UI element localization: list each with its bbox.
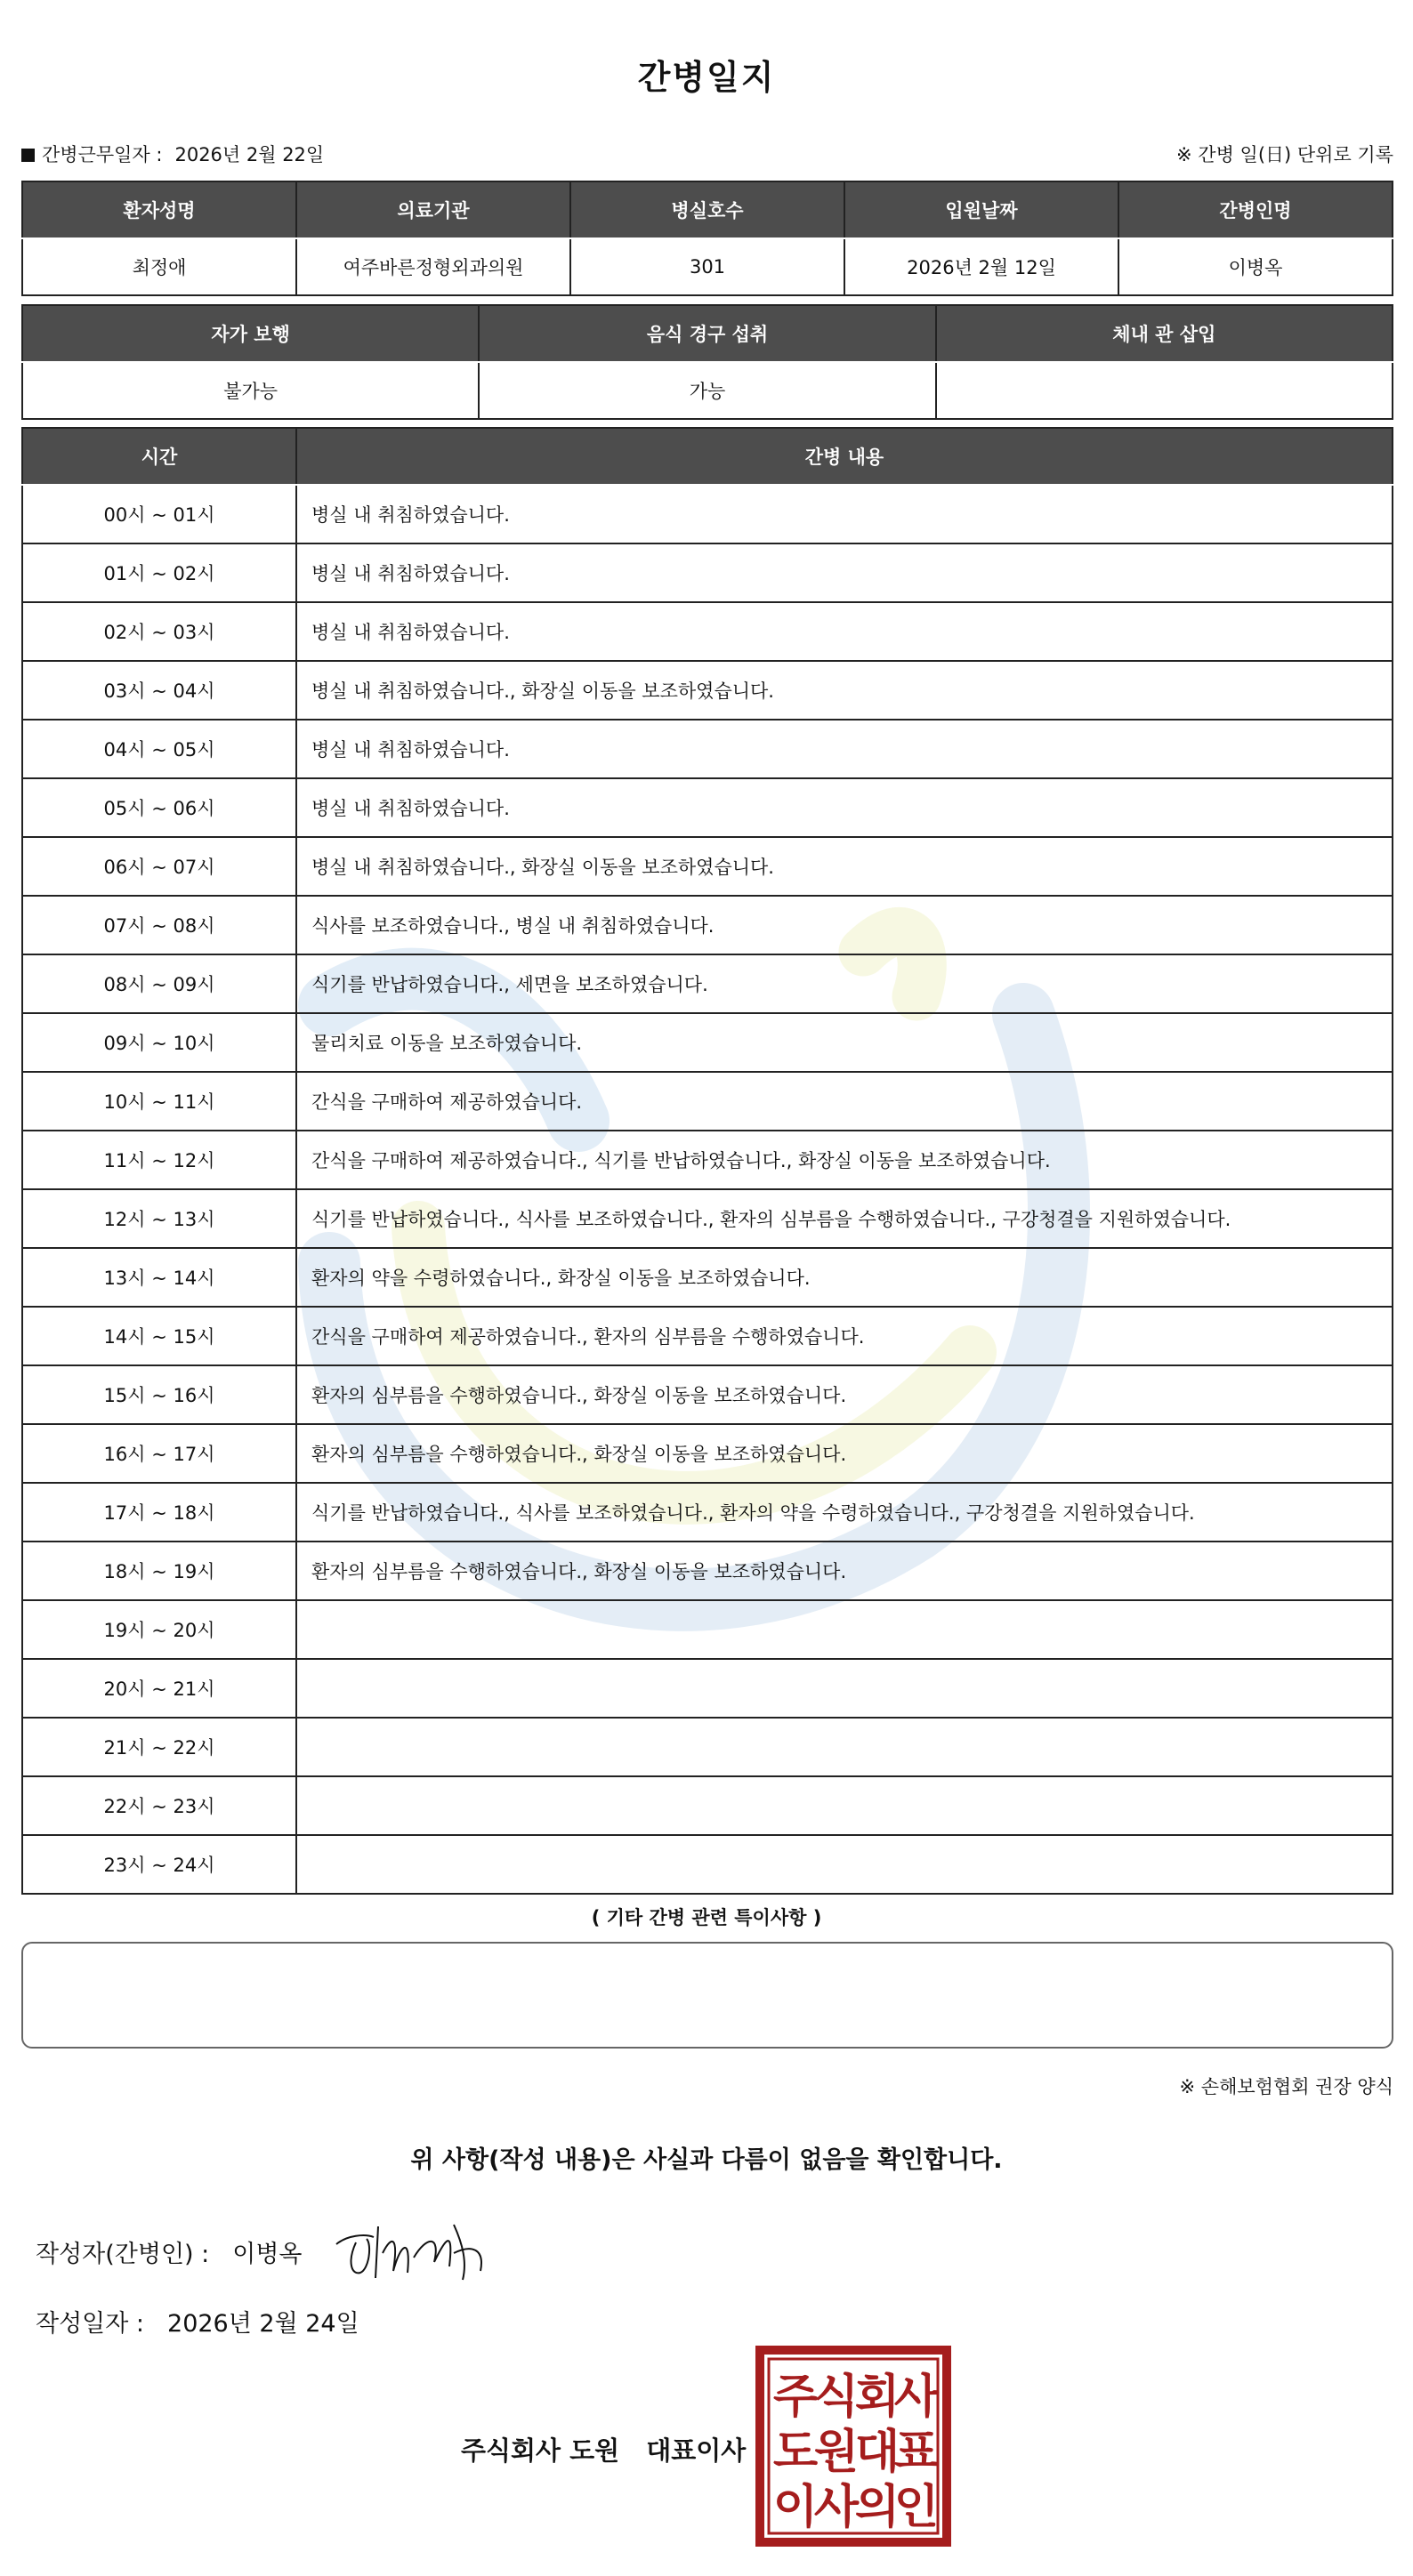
- content-cell: 병실 내 취침하였습니다., 화장실 이동을 보조하였습니다.: [296, 661, 1393, 720]
- notes-heading: ( 기타 간병 관련 특이사항 ): [591, 1907, 822, 1928]
- content-cell: 환자의 심부름을 수행하였습니다., 화장실 이동을 보조하였습니다.: [296, 1365, 1393, 1424]
- time-cell: 15시 ~ 16시: [22, 1365, 296, 1424]
- content-cell: 식기를 반납하였습니다., 식사를 보조하였습니다., 환자의 약을 수령하였습니다., 구강청결을 지원하였습니다.: [296, 1483, 1393, 1542]
- table-row: [22, 837, 1393, 896]
- header-care-content: 간병 내용: [296, 428, 1393, 485]
- header-hospital: 의료기관: [296, 181, 570, 238]
- content-cell: 병실 내 취침하였습니다.: [296, 602, 1393, 661]
- time-cell: 02시 ~ 03시: [22, 602, 296, 661]
- time-cell: 12시 ~ 13시: [22, 1189, 296, 1248]
- time-cell: 21시 ~ 22시: [22, 1718, 296, 1776]
- patient-value-row: [22, 238, 1393, 295]
- room-number: 301: [570, 238, 844, 295]
- svg-text:대: 대: [854, 2426, 900, 2479]
- work-date-line: [21, 141, 324, 167]
- writer-label: 작성자(간병인) :: [36, 2241, 210, 2268]
- content-cell: [296, 1659, 1393, 1718]
- table-row: [22, 1600, 1393, 1659]
- content-cell: 식기를 반납하였습니다., 세면을 보조하였습니다.: [296, 954, 1393, 1013]
- table-row: [22, 1483, 1393, 1542]
- time-cell: 06시 ~ 07시: [22, 837, 296, 896]
- content-cell: 병실 내 취침하였습니다.: [296, 778, 1393, 837]
- content-cell: [296, 1718, 1393, 1776]
- svg-text:식: 식: [813, 2371, 860, 2424]
- svg-text:의: 의: [854, 2481, 900, 2534]
- header-tube-insertion: 체내 관 삽입: [936, 305, 1393, 362]
- header-oral-intake: 음식 경구 섭취: [479, 305, 935, 362]
- table-row: [22, 1072, 1393, 1131]
- svg-text:주: 주: [772, 2371, 819, 2424]
- work-date-label: 간병근무일자 :: [42, 144, 163, 165]
- table-row: [22, 543, 1393, 602]
- svg-text:사: 사: [893, 2371, 940, 2424]
- table-row: [22, 1542, 1393, 1600]
- content-cell: [296, 1600, 1393, 1659]
- header-patient-name: 환자성명: [22, 181, 296, 238]
- content-cell: 환자의 심부름을 수행하였습니다., 화장실 이동을 보조하였습니다.: [296, 1542, 1393, 1600]
- write-date-label: 작성일자 :: [36, 2310, 145, 2338]
- table-row: [22, 1424, 1393, 1483]
- caregiver-name: 이병옥: [1118, 238, 1393, 295]
- header-caregiver: 간병인명: [1118, 181, 1393, 238]
- svg-text:이: 이: [772, 2481, 819, 2534]
- content-cell: 물리치료 이동을 보조하였습니다.: [296, 1013, 1393, 1072]
- oral-intake-value: 가능: [479, 362, 935, 419]
- time-cell: 18시 ~ 19시: [22, 1542, 296, 1600]
- self-walking-value: 불가능: [22, 362, 479, 419]
- time-cell: 17시 ~ 18시: [22, 1483, 296, 1542]
- time-cell: 09시 ~ 10시: [22, 1013, 296, 1072]
- document-title: 간병일지: [637, 58, 776, 97]
- admission-date: 2026년 2월 12일: [844, 238, 1118, 295]
- svg-text:도: 도: [772, 2426, 819, 2479]
- time-cell: 13시 ~ 14시: [22, 1248, 296, 1307]
- table-row: [22, 485, 1393, 543]
- content-cell: 환자의 약을 수령하였습니다., 화장실 이동을 보조하였습니다.: [296, 1248, 1393, 1307]
- svg-text:표: 표: [893, 2426, 940, 2479]
- table-row: [22, 720, 1393, 778]
- write-date-value: 2026년 2월 24일: [167, 2310, 359, 2338]
- square-bullet-icon: [21, 149, 35, 162]
- time-cell: 11시 ~ 12시: [22, 1131, 296, 1189]
- table-row: [22, 896, 1393, 954]
- writer-line: [36, 2234, 303, 2269]
- content-cell: 식사를 보조하였습니다., 병실 내 취침하였습니다.: [296, 896, 1393, 954]
- status-value-row: [22, 362, 1393, 419]
- content-cell: 환자의 심부름을 수행하였습니다., 화장실 이동을 보조하였습니다.: [296, 1424, 1393, 1483]
- content-cell: 식기를 반납하였습니다., 식사를 보조하였습니다., 환자의 심부름을 수행하였습니다., 구강청결을 지원하였습니다.: [296, 1189, 1393, 1248]
- time-cell: 05시 ~ 06시: [22, 778, 296, 837]
- time-cell: 04시 ~ 05시: [22, 720, 296, 778]
- table-row: [22, 602, 1393, 661]
- content-cell: 병실 내 취침하였습니다.: [296, 720, 1393, 778]
- record-note: ※ 간병 일(日) 단위로 기록: [1176, 144, 1393, 165]
- recommendation-note: ※ 손해보험협회 권장 양식: [1179, 2076, 1393, 2097]
- table-row: [22, 1307, 1393, 1365]
- time-cell: 22시 ~ 23시: [22, 1776, 296, 1835]
- time-cell: 14시 ~ 15시: [22, 1307, 296, 1365]
- time-cell: 00시 ~ 01시: [22, 485, 296, 543]
- time-cell: 10시 ~ 11시: [22, 1072, 296, 1131]
- content-cell: 간식을 구매하여 제공하였습니다.: [296, 1072, 1393, 1131]
- time-cell: 23시 ~ 24시: [22, 1835, 296, 1894]
- content-cell: [296, 1776, 1393, 1835]
- confirmation-statement: 위 사항(작성 내용)은 사실과 다름이 없음을 확인합니다.: [410, 2146, 1003, 2174]
- table-row: [22, 1776, 1393, 1835]
- patient-header-row: [22, 181, 1393, 238]
- tube-insertion-value: [936, 362, 1393, 419]
- patient-name: 최정애: [22, 238, 296, 295]
- svg-text:사: 사: [813, 2481, 860, 2534]
- header-admission-date: 입원날짜: [844, 181, 1118, 238]
- care-header-row: [22, 428, 1393, 485]
- svg-text:원: 원: [813, 2426, 860, 2479]
- table-row: [22, 1365, 1393, 1424]
- patient-status-table: [21, 304, 1393, 420]
- svg-text:인: 인: [893, 2481, 940, 2534]
- content-cell: [296, 1835, 1393, 1894]
- time-cell: 19시 ~ 20시: [22, 1600, 296, 1659]
- table-row: [22, 1718, 1393, 1776]
- time-cell: 01시 ~ 02시: [22, 543, 296, 602]
- table-row: [22, 661, 1393, 720]
- header-room: 병실호수: [570, 181, 844, 238]
- hospital-name: 여주바른정형외과의원: [296, 238, 570, 295]
- write-date-line: [36, 2304, 359, 2339]
- header-self-walking: 자가 보행: [22, 305, 479, 362]
- status-header-row: [22, 305, 1393, 362]
- table-row: [22, 954, 1393, 1013]
- notes-box: [21, 1942, 1393, 2049]
- representative-title: 대표이사: [646, 2435, 747, 2466]
- time-cell: 07시 ~ 08시: [22, 896, 296, 954]
- company-line: [461, 2431, 746, 2467]
- company-seal-stamp: [755, 2345, 952, 2548]
- table-row: [22, 1189, 1393, 1248]
- care-log-table: [21, 427, 1393, 1895]
- time-cell: 20시 ~ 21시: [22, 1659, 296, 1718]
- signature-image: [329, 2209, 489, 2289]
- content-cell: 병실 내 취침하였습니다.: [296, 485, 1393, 543]
- time-cell: 08시 ~ 09시: [22, 954, 296, 1013]
- content-cell: 병실 내 취침하였습니다., 화장실 이동을 보조하였습니다.: [296, 837, 1393, 896]
- svg-text:회: 회: [854, 2371, 900, 2424]
- table-row: [22, 1835, 1393, 1894]
- table-row: [22, 1013, 1393, 1072]
- work-date-value: 2026년 2월 22일: [174, 144, 325, 165]
- table-row: [22, 1248, 1393, 1307]
- content-cell: 간식을 구매하여 제공하였습니다., 식기를 반납하였습니다., 화장실 이동을 보조하였습니다.: [296, 1131, 1393, 1189]
- content-cell: 간식을 구매하여 제공하였습니다., 환자의 심부름을 수행하였습니다.: [296, 1307, 1393, 1365]
- table-row: [22, 1659, 1393, 1718]
- writer-name: 이병옥: [232, 2241, 303, 2268]
- header-time: 시간: [22, 428, 296, 485]
- table-row: [22, 778, 1393, 837]
- time-cell: 16시 ~ 17시: [22, 1424, 296, 1483]
- time-cell: 03시 ~ 04시: [22, 661, 296, 720]
- patient-info-table: [21, 181, 1393, 296]
- content-cell: 병실 내 취침하였습니다.: [296, 543, 1393, 602]
- table-row: [22, 1131, 1393, 1189]
- company-name: 주식회사 도원: [461, 2435, 620, 2466]
